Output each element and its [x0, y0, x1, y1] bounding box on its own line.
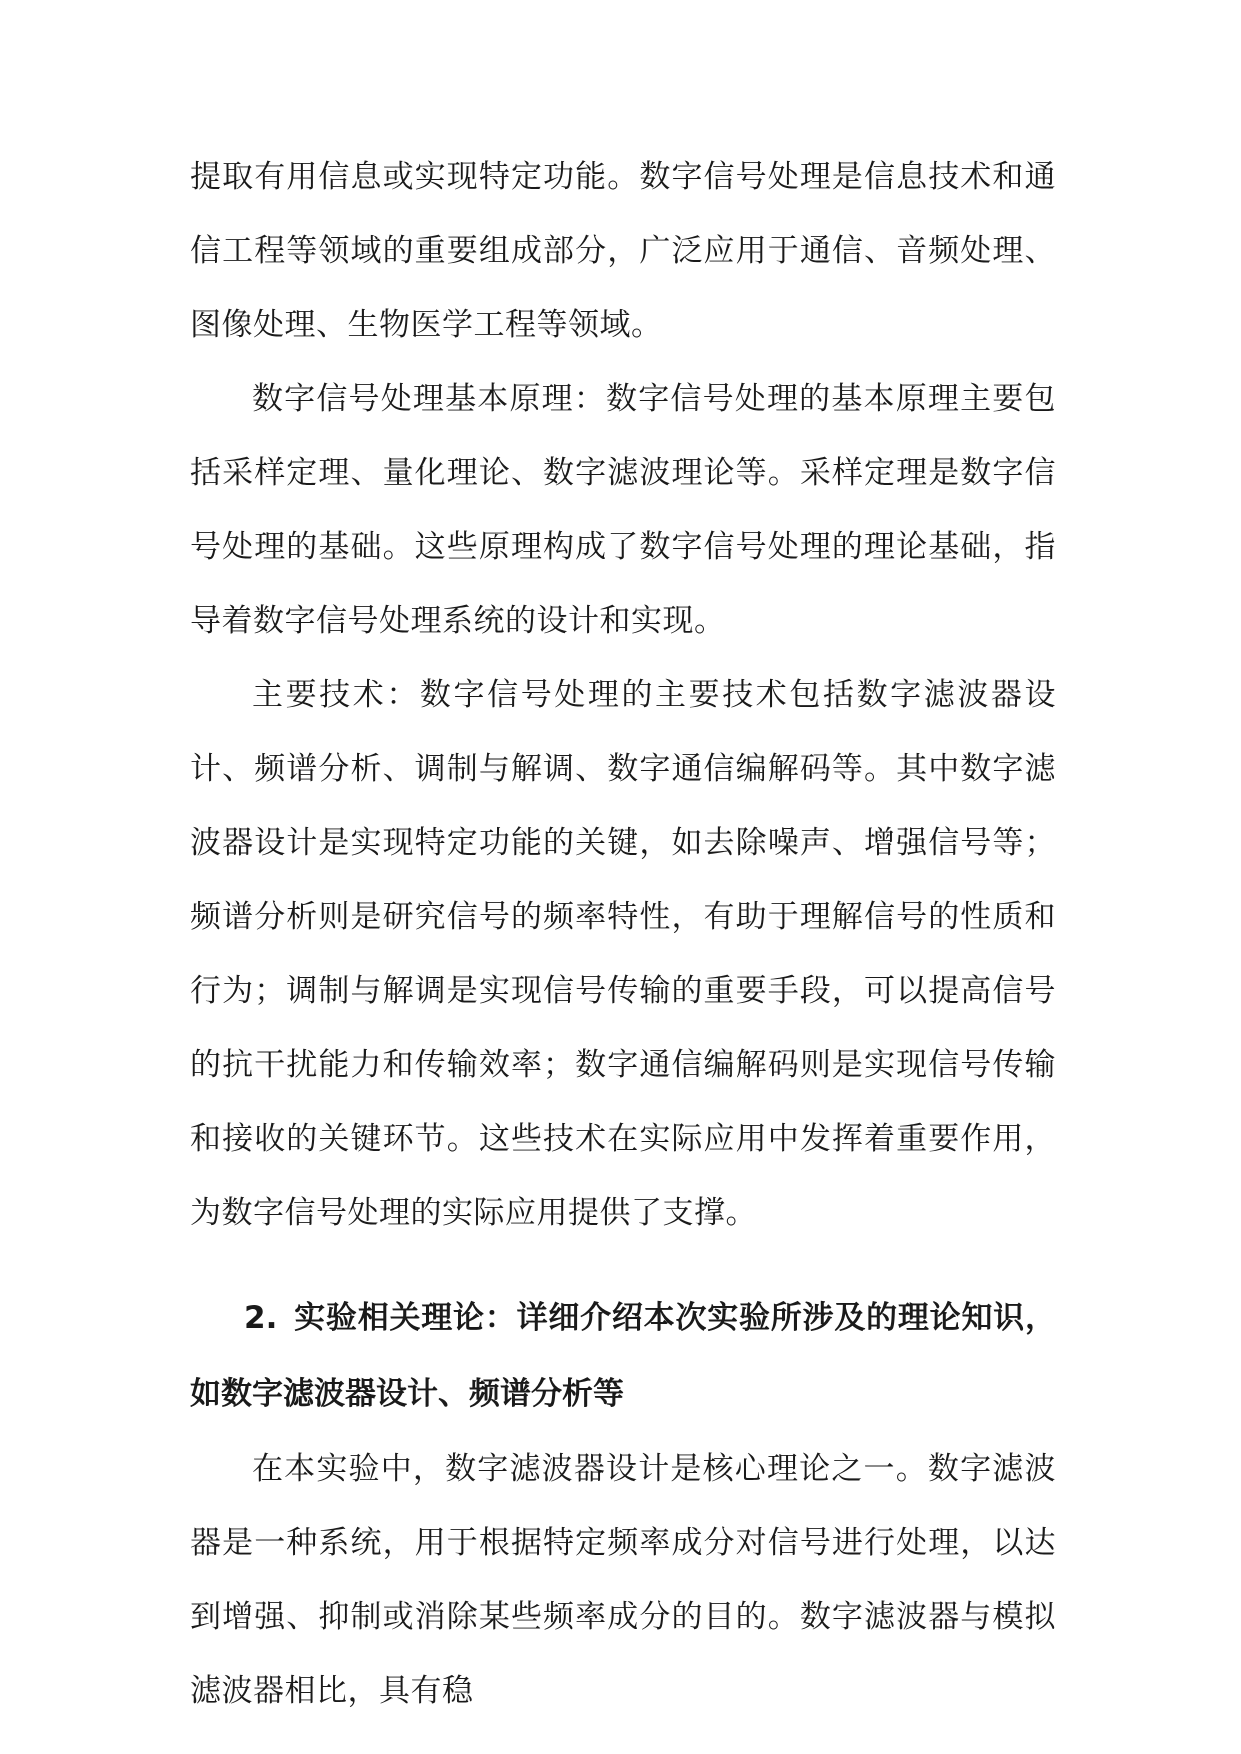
section-number: 2.	[244, 1300, 278, 1336]
document-page	[190, 140, 1056, 1728]
section-heading-text: 实验相关理论：详细介绍本次实验所涉及的理论知识，如数字滤波器设计、频谱分析等	[190, 1300, 1056, 1412]
paragraph-basic-principles: 数字信号处理基本原理：数字信号处理的基本原理主要包括采样定理、量化理论、数字滤波理论等。采样定理是数字信号处理的基础。这些原理构成了数字信号处理的理论基础，指导着数字信号处理系统的设计和实现。	[190, 381, 1056, 639]
section-heading	[190, 1280, 1056, 1432]
paragraph-continuation: 提取有用信息或实现特定功能。数字信号处理是信息技术和通信工程等领域的重要组成部分，广泛应用于通信、音频处理、图像处理、生物医学工程等领域。	[190, 159, 1056, 343]
paragraph-filter-design: 在本实验中，数字滤波器设计是核心理论之一。数字滤波器是一种系统，用于根据特定频率成分对信号进行处理，以达到增强、抑制或消除某些频率成分的目的。数字滤波器与模拟滤波器相比，具有稳	[190, 1451, 1056, 1709]
paragraph-main-techniques: 主要技术：数字信号处理的主要技术包括数字滤波器设计、频谱分析、调制与解调、数字通信编解码等。其中数字滤波器设计是实现特定功能的关键，如去除噪声、增强信号等；频谱分析则是研究信号的频率特性，有助于理解信号的性质和行为；调制与解调是实现信号传输的重要手段，可以提高信号的抗干扰能力和传输效率；数字通信编解码则是实现信号传输和接收的关键环节。这些技术在实际应用中发挥着重要作用，为数字信号处理的实际应用提供了支撑。	[190, 677, 1056, 1231]
